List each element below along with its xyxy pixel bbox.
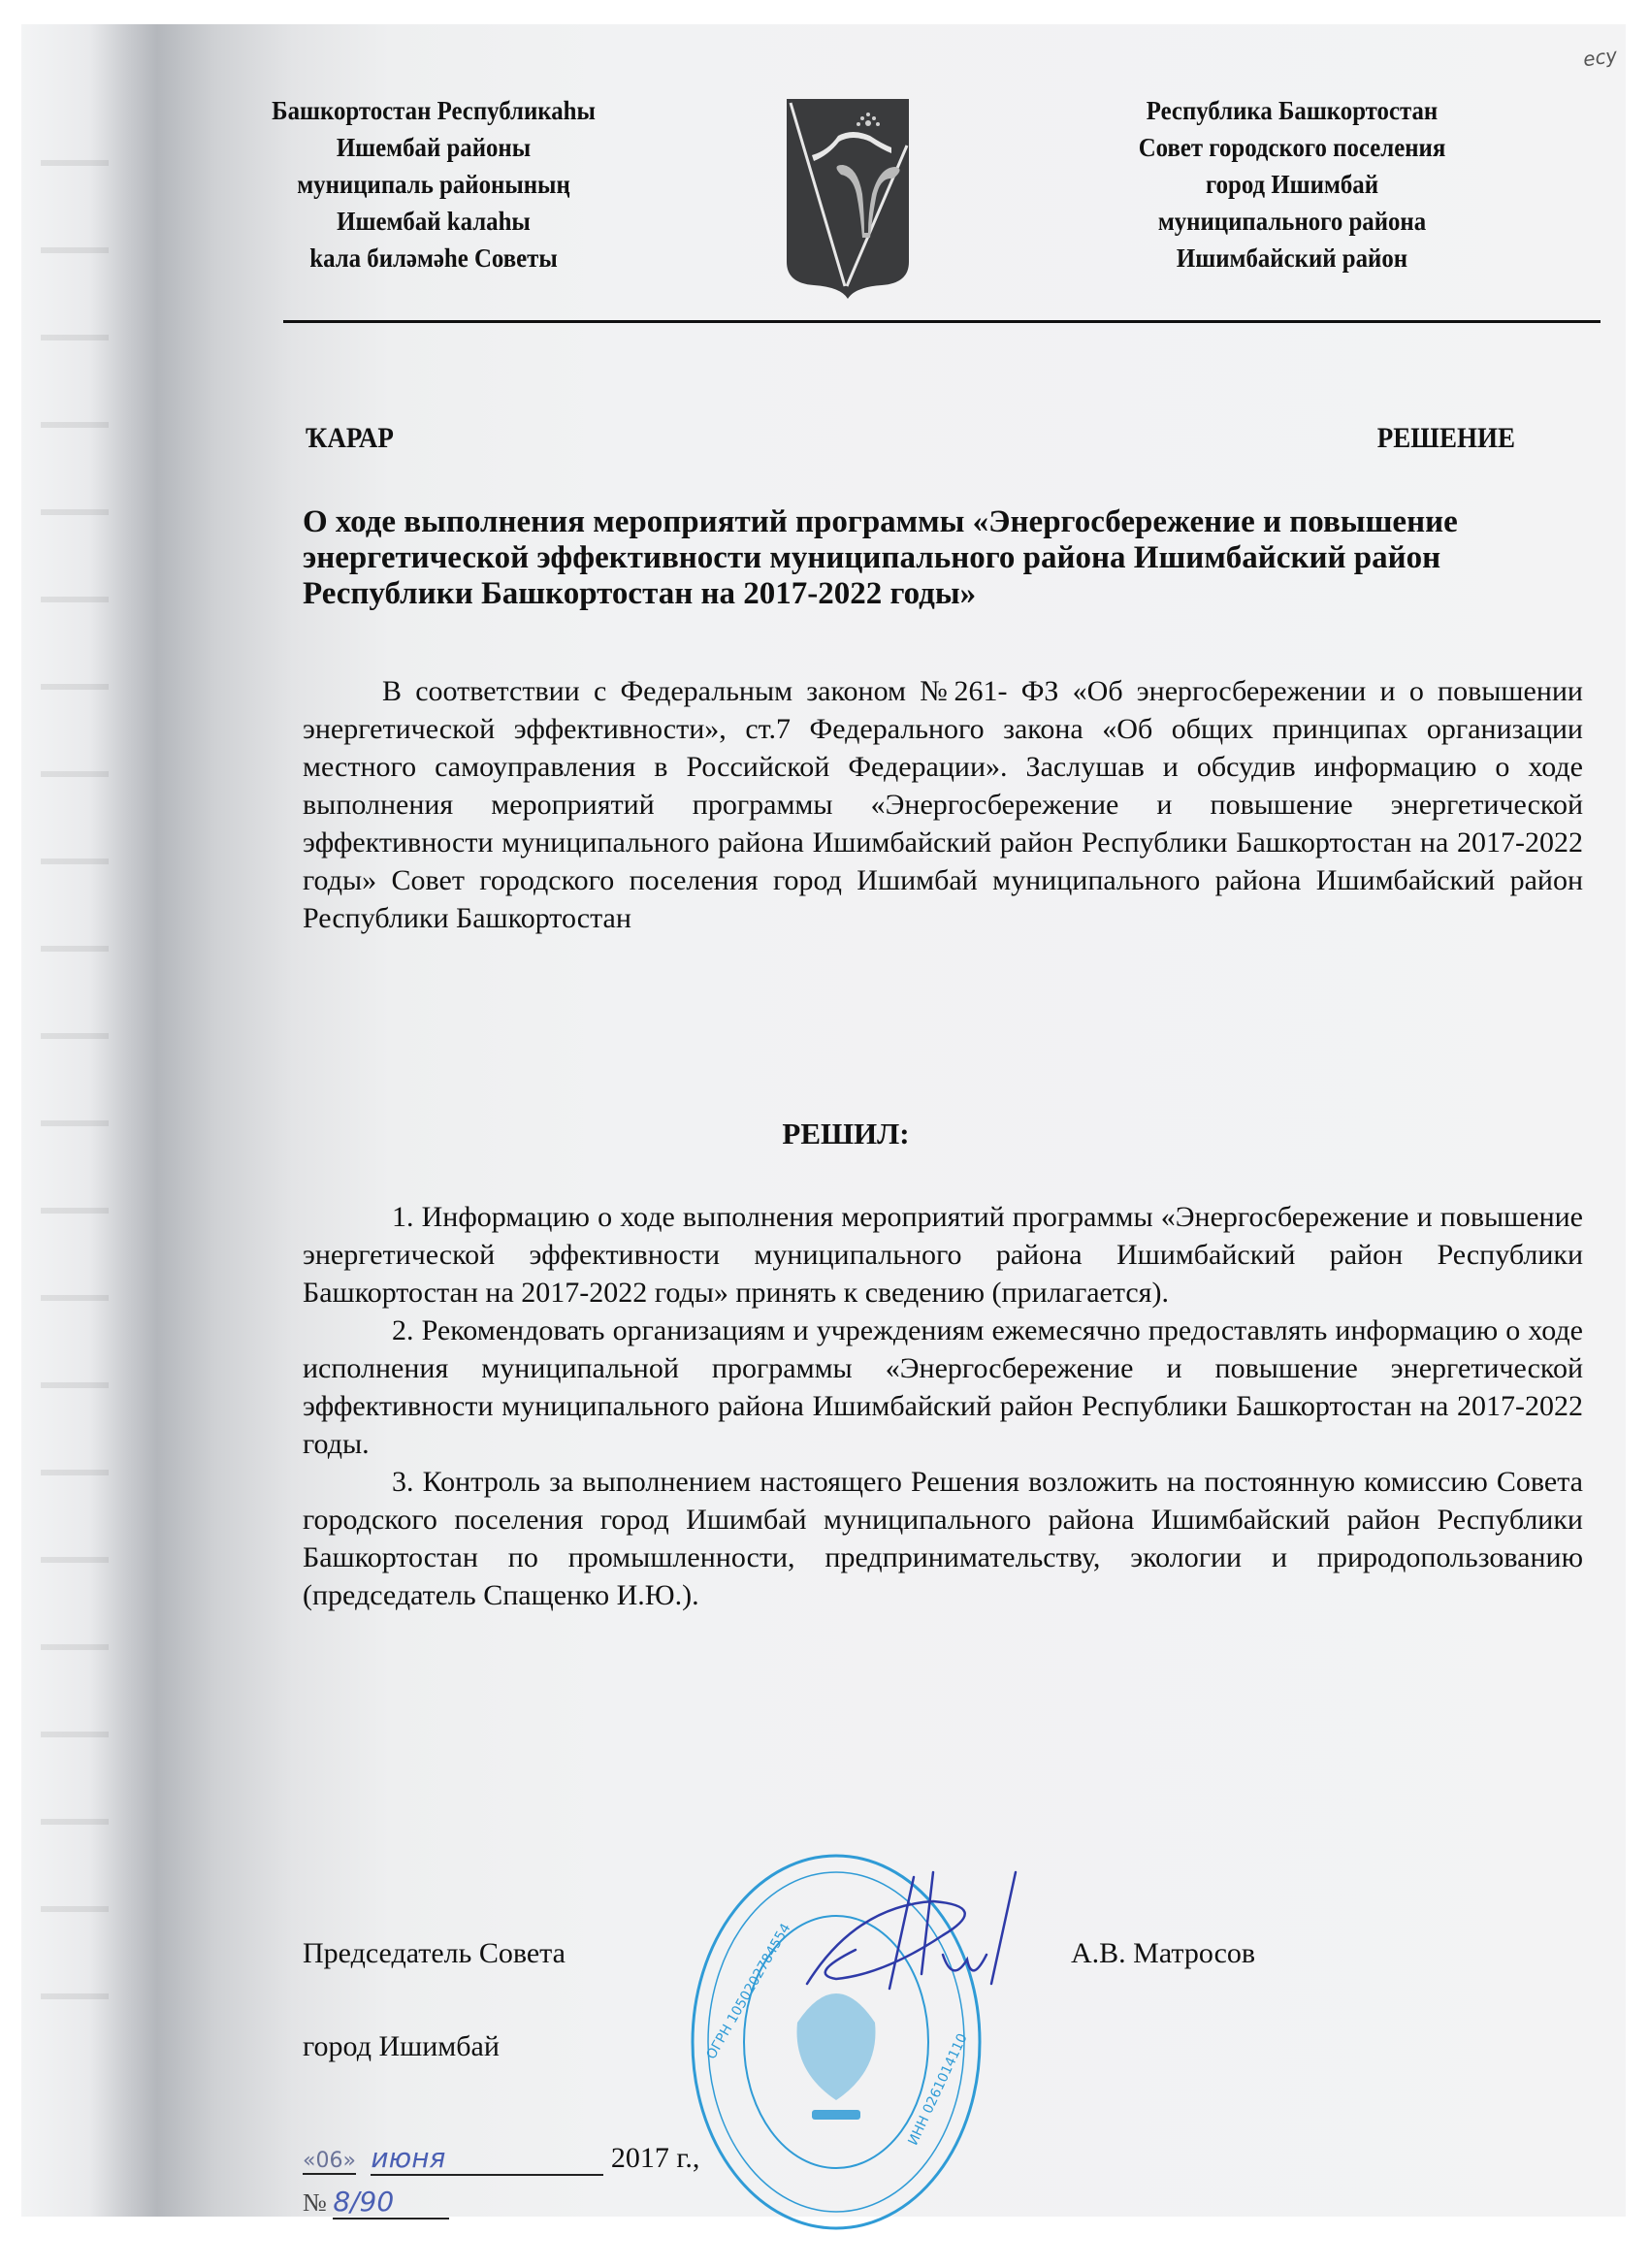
signatory-position: Председатель Совета [303,1937,566,1969]
date-month-handwritten: июня [371,2142,603,2176]
coat-of-arms-icon [785,97,911,301]
number-handwritten: 8/90 [333,2186,449,2219]
document-page [21,24,1626,2217]
header-russian-block [1060,92,1524,276]
handwritten-signature [797,1867,1020,2013]
header-right-line: Совет городского поселения [1138,133,1446,162]
header-left-line: kала биләмәһе Советы [309,243,558,273]
date-day: «06» [303,2149,356,2173]
signatory-name: А.В. Матросов [1071,1937,1256,1969]
header-left-line: Ишембай kалаһы [337,207,531,236]
header-right-line: город Ишимбай [1205,170,1379,199]
header-left-line: Башкортостан Республикаһы [272,96,596,125]
number-prefix: № [303,2188,327,2217]
resolved-heading: РЕШИЛ: [782,1117,910,1150]
stamp-ogrn: ОГРН 1050202784554 [703,1921,794,2062]
date-year: 2017 г., [610,2142,700,2174]
doc-type-bashkir: ҠАРАР [306,422,394,454]
header-right-line: Республика Башкортостан [1146,96,1439,125]
header-right-line: Ишимбайский район [1176,243,1408,273]
preamble-paragraph [303,672,1583,937]
resolution-item: 3. Контроль за выполнением настоящего Решения возложить на постоянную комиссию Совета городского поселения город Ишимбай муниципального района Ишимбайский район Республики Башкортостан по промышленности, предпринимательству, экологии и природопользованию (председатель Спащенко И.Ю.). [303,1466,1583,1611]
signatory-city: город Ишимбай [303,2030,500,2062]
header-bashkir-block [242,92,626,276]
header-divider [283,320,1600,323]
document-title: О ходе выполнения мероприятий программы «Энергосбережение и повышение энергетической эффективности муниципального района Ишимбайский район Республики Башкортостан на 2017-2022 годы» [303,504,1458,611]
header-left-line: Ишембай районы [336,133,532,162]
handwritten-corner-note: ecy [1581,43,1619,72]
resolution-item: 1. Информацию о ходе выполнения мероприятий программы «Энергосбережение и повышение энергетической эффективности муниципального района Ишимбайский район Республики Башкортостан на 2017-2022 годы» принять к сведению (прилагается). [303,1201,1583,1309]
resolution-item: 2. Рекомендовать организациям и учреждениям ежемесячно предоставлять информацию о ходе исполнения муниципальной программы «Энергосбережение и повышение энергетической эффективности муниципального района Ишимбайский район Республики Башкортостан на 2017-2022 годы. [303,1314,1583,1460]
resolution-items [303,1179,1583,1614]
header-left-line: муниципаль районының [297,170,570,199]
bleed-through-marks [41,121,109,2061]
preamble-text: В соответствии с Федеральным законом №261- ФЗ «Об энергосбережении и о повышении энергетической эффективности», ст.7 Федерального закона «Об общих принципах организации местного самоуправления в Российской Федерации». Заслушав и обсудив информацию о ходе выполнения мероприятий программы «Энергосбережение и повышение энергетической эффективности муниципального района Ишимбайский район Республики Башкортостан на 2017-2022 годы» Совет городского поселения город Ишимбай муниципального района Ишимбайский район Республики Башкортостан [303,675,1583,934]
decision-date [303,2142,699,2176]
doc-type-russian: РЕШЕНИЕ [1376,422,1515,454]
header-right-line: муниципального района [1157,207,1427,236]
decision-number [303,2186,449,2219]
stamp-inn: ИНН 0261014110 [905,2030,971,2149]
